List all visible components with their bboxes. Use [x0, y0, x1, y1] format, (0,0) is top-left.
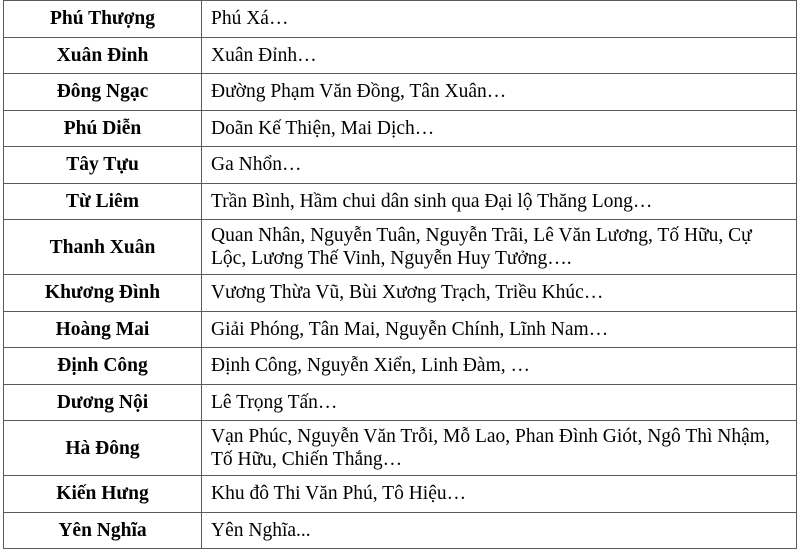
ward-name-cell: Xuân Đỉnh	[4, 37, 202, 74]
ward-name-cell: Định Công	[4, 348, 202, 385]
routes-cell: Doãn Kế Thiện, Mai Dịch…	[202, 110, 797, 147]
routes-cell: Phú Xá…	[202, 1, 797, 38]
ward-routes-table	[3, 0, 797, 549]
table-row	[4, 147, 797, 184]
routes-cell: Định Công, Nguyễn Xiển, Linh Đàm, …	[202, 348, 797, 385]
table-row	[4, 512, 797, 549]
table-row	[4, 1, 797, 38]
table-row	[4, 348, 797, 385]
ward-name-cell: Kiến Hưng	[4, 476, 202, 513]
ward-name-cell: Phú Diễn	[4, 110, 202, 147]
table-row	[4, 384, 797, 421]
routes-cell: Quan Nhân, Nguyễn Tuân, Nguyễn Trãi, Lê Văn Lương, Tố Hữu, Cự Lộc, Lương Thế Vinh, Nguyễn Huy Tưởng….	[202, 220, 797, 275]
table-row	[4, 421, 797, 476]
routes-cell: Đường Phạm Văn Đồng, Tân Xuân…	[202, 74, 797, 111]
table-row	[4, 110, 797, 147]
routes-cell: Yên Nghĩa...	[202, 512, 797, 549]
ward-name-cell: Dương Nội	[4, 384, 202, 421]
table-row	[4, 74, 797, 111]
ward-name-cell: Yên Nghĩa	[4, 512, 202, 549]
routes-cell: Lê Trọng Tấn…	[202, 384, 797, 421]
ward-name-cell: Đông Ngạc	[4, 74, 202, 111]
table-row	[4, 183, 797, 220]
ward-name-cell: Tây Tựu	[4, 147, 202, 184]
routes-cell: Giải Phóng, Tân Mai, Nguyễn Chính, Lĩnh Nam…	[202, 311, 797, 348]
table-row	[4, 37, 797, 74]
ward-name-cell: Thanh Xuân	[4, 220, 202, 275]
table-row	[4, 476, 797, 513]
routes-cell: Ga Nhổn…	[202, 147, 797, 184]
table-row	[4, 275, 797, 312]
routes-cell: Vương Thừa Vũ, Bùi Xương Trạch, Triều Khúc…	[202, 275, 797, 312]
ward-name-cell: Từ Liêm	[4, 183, 202, 220]
ward-name-cell: Phú Thượng	[4, 1, 202, 38]
table-row	[4, 220, 797, 275]
routes-cell: Trần Bình, Hầm chui dân sinh qua Đại lộ Thăng Long…	[202, 183, 797, 220]
table-body	[4, 1, 797, 549]
ward-name-cell: Hoàng Mai	[4, 311, 202, 348]
routes-cell: Xuân Đỉnh…	[202, 37, 797, 74]
table-row	[4, 311, 797, 348]
ward-name-cell: Hà Đông	[4, 421, 202, 476]
routes-cell: Vạn Phúc, Nguyễn Văn Trỗi, Mỗ Lao, Phan Đình Giót, Ngô Thì Nhậm, Tố Hữu, Chiến Thắng…	[202, 421, 797, 476]
routes-cell: Khu đô Thi Văn Phú, Tô Hiệu…	[202, 476, 797, 513]
ward-name-cell: Khương Đình	[4, 275, 202, 312]
